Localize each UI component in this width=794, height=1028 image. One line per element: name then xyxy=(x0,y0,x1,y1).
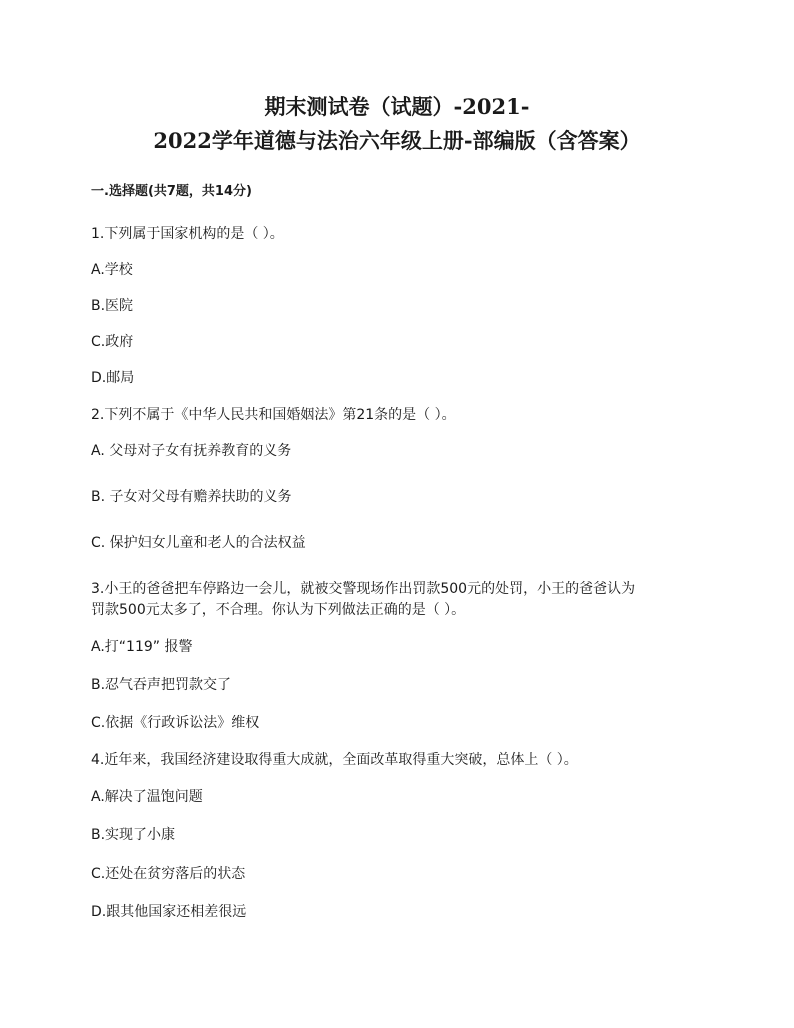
question-4-option-c: C.还处在贫穷落后的状态 xyxy=(91,866,246,882)
question-2-option-a: A. 父母对子女有抚养教育的义务 xyxy=(91,443,292,459)
question-4-option-d: D.跟其他国家还相差很远 xyxy=(91,904,247,920)
question-1-option-d: D.邮局 xyxy=(91,370,135,386)
question-4-option-b: B.实现了小康 xyxy=(91,827,176,843)
question-1-option-c: C.政府 xyxy=(91,334,134,350)
question-3-stem-line-1: 3.小王的爸爸把车停路边一会儿，就被交警现场作出罚款500元的处罚，小王的爸爸认为 xyxy=(91,581,636,597)
question-2-stem: 2.下列不属于《中华人民共和国婚姻法》第21条的是（ ）。 xyxy=(91,407,456,423)
question-1-stem: 1.下列属于国家机构的是（ ）。 xyxy=(91,226,284,242)
question-3-option-c: C.依据《行政诉讼法》维权 xyxy=(91,715,260,731)
question-3-option-a: A.打“119” 报警 xyxy=(91,639,193,655)
question-2-option-b: B. 子女对父母有赡养扶助的义务 xyxy=(91,489,292,505)
title-line-2: 2022学年道德与法治六年级上册-部编版（含答案） xyxy=(153,128,641,153)
question-4-option-a: A.解决了温饱问题 xyxy=(91,789,203,805)
question-2-option-c: C. 保护妇女儿童和老人的合法权益 xyxy=(91,535,306,551)
question-1-option-a: A.学校 xyxy=(91,262,133,278)
question-4-stem: 4.近年来，我国经济建设取得重大成就，全面改革取得重大突破，总体上（ ）。 xyxy=(91,752,578,768)
question-3-stem-line-2: 罚款500元太多了，不合理。你认为下列做法正确的是（ ）。 xyxy=(91,602,466,618)
question-1-option-b: B.医院 xyxy=(91,298,134,314)
title-line-1: 期末测试卷（试题）-2021- xyxy=(264,94,530,119)
section-heading: 一.选择题(共7题，共14分) xyxy=(91,184,252,199)
question-3-option-b: B.忍气吞声把罚款交了 xyxy=(91,677,232,693)
